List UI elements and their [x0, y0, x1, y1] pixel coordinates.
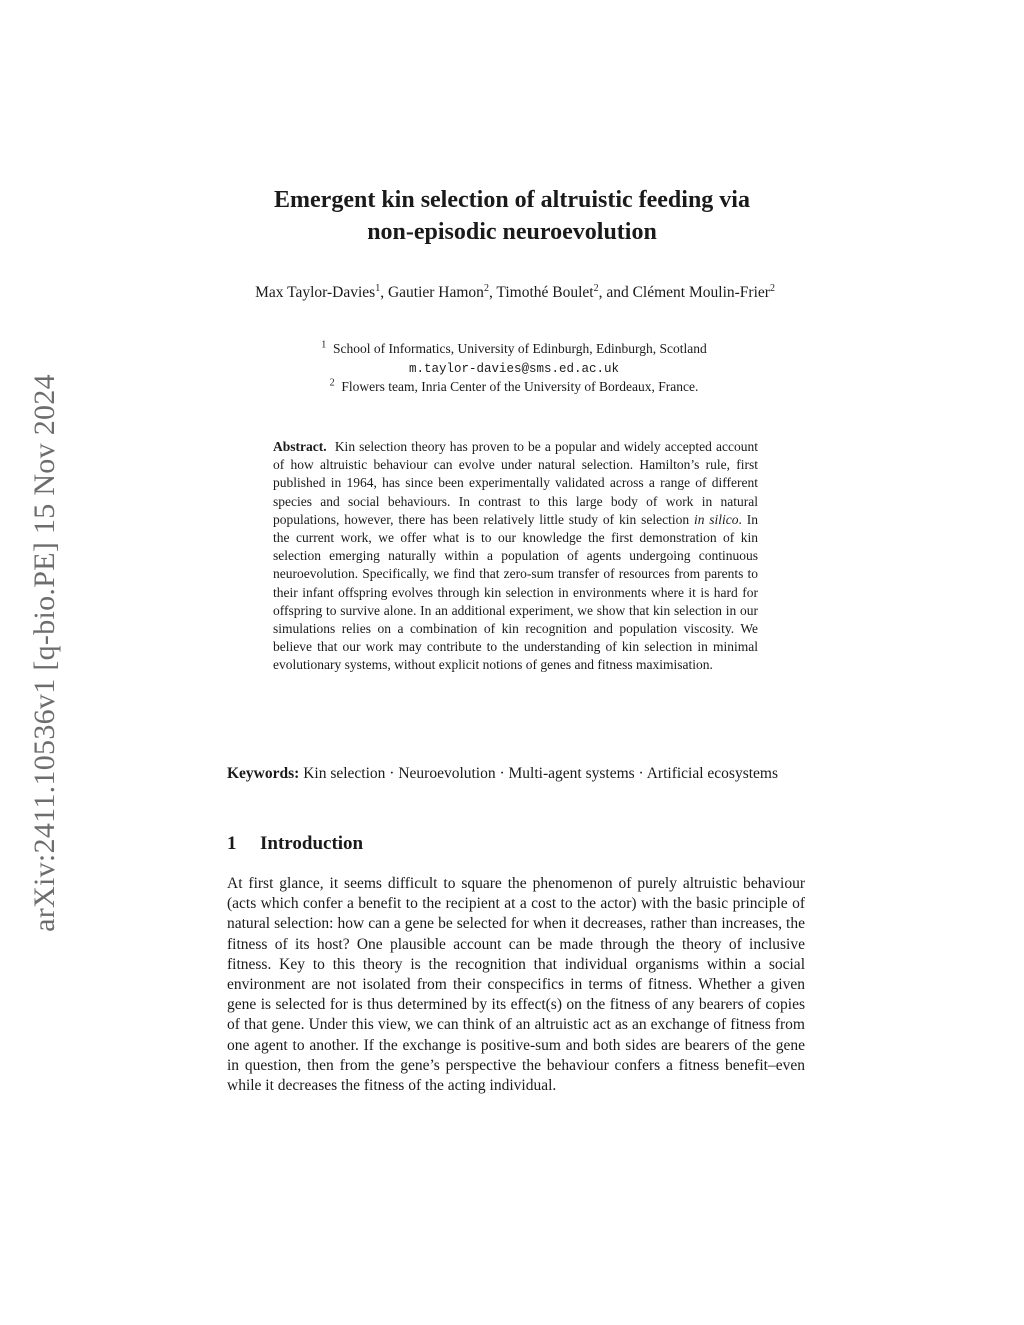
- affiliation-1-text: School of Informatics, University of Edinburgh, Edinburgh, Scotland: [333, 341, 707, 356]
- contact-email-text: m.taylor-davies@sms.ed.ac.uk: [408, 361, 620, 376]
- author-4: , and Clément Moulin-Frier: [598, 284, 770, 301]
- abstract-label: Abstract.: [273, 439, 327, 454]
- author-3: , Timothé Boulet: [488, 284, 594, 301]
- affiliations: [250, 340, 778, 397]
- author-2-affil: 2: [483, 282, 489, 294]
- author-1: Max Taylor-Davies: [255, 284, 376, 301]
- author-3-affil: 2: [593, 282, 599, 294]
- author-4-affil: 2: [769, 282, 775, 294]
- contact-email: [250, 359, 778, 379]
- arxiv-identifier-text: arXiv:2411.10536v1 [q-bio.PE] 15 Nov 2024: [28, 373, 61, 932]
- paper-title: [0, 184, 1024, 248]
- author-2: , Gautier Hamon: [380, 284, 484, 301]
- author-list: [230, 283, 800, 303]
- abstract-text-part-1: Kin selection theory has proven to be a popular and widely accepted account of how altruistic behaviour can evolve under natural selection. Hamilton’s rule, first published in 1964, has since been experimentally validated across a range of different species and social behaviours. In contrast to this large body of work in natural populations, however, there has been relatively little study of kin selection: [273, 439, 758, 527]
- affiliation-1: [250, 340, 778, 359]
- section-heading: [227, 833, 363, 855]
- arxiv-identifier-stamp: [27, 340, 63, 965]
- intro-paragraph: At first glance, it seems difficult to square the phenomenon of purely altruistic behaviour (acts which confer a benefit to the recipient at a cost to the actor) with the basic principle of natural selection: how can a gene be selected for when it decreases, rather than increases, the fitness of its host? One plausible account can be made through the theory of inclusive fitness. Key to this theory is the recognition that individual organisms within a social environment are not isolated from their conspecifics in terms of fitness. Whether a given gene is selected for is thus determined by its effect(s) on the fitness of any bearers of copies of that gene. Under this view, we can think of an altruistic act as an exchange of fitness from one agent to another. If the exchange is positive-sum and both sides are bearers of the gene in question, then from the gene’s perspective the behaviour confers a fitness benefit–even while it decreases the fitness of the acting individual.: [227, 875, 805, 1095]
- section-number: 1: [227, 833, 237, 854]
- keywords: [227, 764, 805, 785]
- affiliation-2: [250, 378, 778, 397]
- keywords-label: Keywords:: [227, 765, 300, 782]
- affiliation-2-marker: 2: [329, 377, 335, 389]
- affiliation-2-text: Flowers team, Inria Center of the University of Bordeaux, France.: [341, 379, 699, 394]
- author-1-affil: 1: [375, 282, 381, 294]
- paper-title-line-2: non-episodic neuroevolution: [367, 219, 657, 245]
- affiliation-1-marker: 1: [321, 339, 327, 351]
- abstract: [273, 438, 758, 675]
- abstract-italic-term: in silico: [693, 511, 739, 527]
- section-title: Introduction: [260, 833, 364, 854]
- abstract-text-part-2: . In the current work, we offer what is to our knowledge the first demonstration of kin selection emerging naturally within a population of agents undergoing continuous neuroevolution. Specifically, we find that zero-sum transfer of resources from parents to their infant offspring evolves through kin selection in environments where it is hard for offspring to survive alone. In an additional experiment, we show that kin selection in our simulations relies on a combination of kin recognition and population viscosity. We believe that our work may contribute to the understanding of kin selection in minimal evolutionary systems, without explicit notions of genes and fitness maximisation.: [273, 511, 759, 673]
- paper-title-line-1: Emergent kin selection of altruistic feeding via: [274, 187, 750, 213]
- keywords-text: Kin selection · Neuroevolution · Multi-agent systems · Artificial ecosystems: [303, 765, 779, 782]
